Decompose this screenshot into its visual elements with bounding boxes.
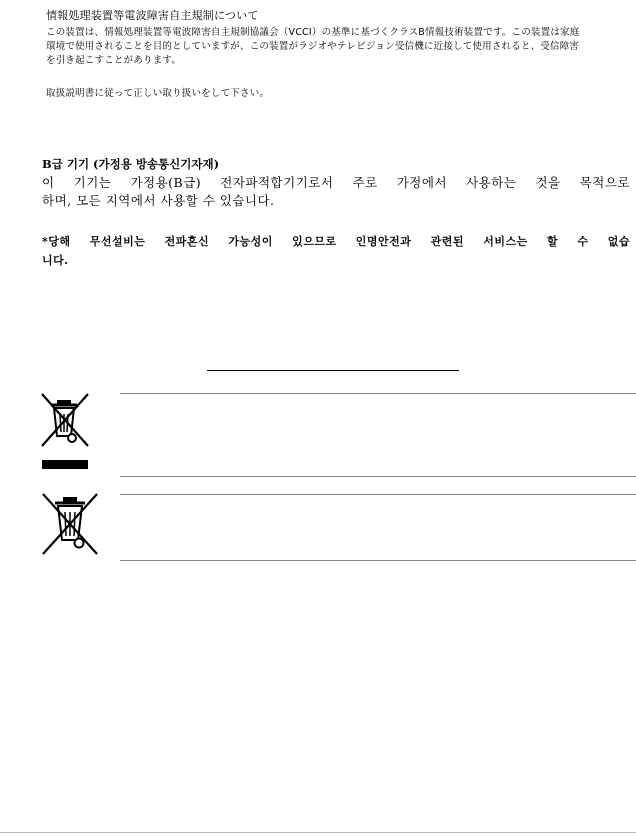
solid-bar-icon (42, 460, 88, 469)
kr-wireless-note-line-2: 니다. (42, 254, 69, 267)
section-divider (207, 370, 459, 371)
kr-notice-line-1: 이 기기는 가정용(B급) 전자파적합기기로서 주로 가정에서 사용하는 것을 목적으로 (42, 175, 630, 190)
kr-notice-line-2: 하며, 모든 지역에서 사용할 수 있습니다. (42, 193, 275, 208)
jp-notice-paragraph: この装置は、情報処理装置等電波障害自主規制協議会（VCCI）の基準に基づくクラスB情報技術装置です。この装置は家庭環境で使用されることを目的としていますが、この装置がラジオやテレビジョン受信機に近接して使用されると、受信障害を引き起こすことがあります。 (46, 27, 580, 66)
page-footer-rule (0, 832, 636, 833)
crossed-out-wheeled-bin-icon (40, 492, 100, 556)
weee-box2-top-rule (120, 494, 636, 495)
kr-wireless-note-line-1: *당해 무선설비는 전파혼신 가능성이 있으므로 인명안전과 관련된 서비스는 할 수 없습 (42, 235, 630, 248)
weee-box-top-rule (120, 393, 636, 394)
jp-notice-title: 情報処理装置等電波障害自主規制について (46, 9, 259, 22)
weee-box-bottom-rule (120, 476, 636, 477)
kr-notice-title: B급 기기 (가정용 방송통신기자재) (42, 157, 220, 171)
jp-handling-instruction: 取扱説明書に従って正しい取り扱いをして下さい。 (46, 88, 270, 99)
weee-box2-bottom-rule (120, 560, 636, 561)
crossed-out-wheeled-bin-with-bar-icon (40, 392, 92, 448)
